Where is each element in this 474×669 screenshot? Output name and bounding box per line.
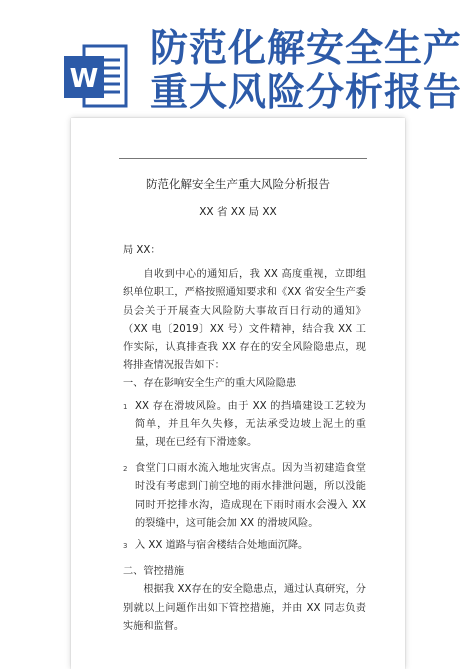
banner-title-line-1: 防范化解安全生产 bbox=[150, 26, 463, 70]
banner-title-line-2: 重大风险分析报告 bbox=[150, 70, 463, 114]
document-org: XX 省 XX 局 XX bbox=[199, 206, 277, 218]
list-item-number: 1 bbox=[123, 402, 128, 411]
list-item-text: 入 XX 道路与宿舍楼结合处地面沉降。 bbox=[135, 540, 309, 552]
document-title: 防范化解安全生产重大风险分析报告 bbox=[146, 177, 330, 191]
banner-title bbox=[150, 26, 465, 114]
section-1-heading: 一、存在影响安全生产的重大风险隐患 bbox=[123, 378, 297, 390]
intro-paragraph: 自收到中心的通知后，我 XX 高度重视，立即组织单位职工，严格按照通知要求和《XX 省安全生产委员会关于开展查大风险防大事故百日行动的通知》（XX 电〔2019〕XX 号）文件精神，结合我 XX 工作实际，认真排查我 XX 存在的安全风险隐患点，现将排查情况报告如下： bbox=[123, 269, 366, 372]
document-page bbox=[71, 118, 405, 669]
list-item-number: 3 bbox=[123, 542, 128, 551]
list-item-text: 食堂门口雨水流入地址灾害点。因为当初建造食堂时没有考虑到门前空地的雨水排泄问题，所以没能同时开挖排水沟，造成现在下雨时雨水会漫入 XX 的裂缝中，这可能会加 XX 的滑坡风险。 bbox=[135, 463, 366, 529]
list-item bbox=[123, 537, 366, 555]
salutation: 局 XX： bbox=[123, 245, 161, 256]
banner bbox=[0, 0, 474, 115]
document-body bbox=[123, 242, 366, 636]
list-item bbox=[123, 398, 366, 453]
closing-paragraph: 根据我 XX存在的安全隐患点，通过认真研究，分别就以上问题作出如下管控措施，并由 XX 同志负责实施和监督。 bbox=[123, 584, 366, 632]
list-item-text: XX 存在滑坡风险。由于 XX 的挡墙建设工艺较为简单，并且年久失修，无法承受边坡上泥土的重量，现在已经有下滑迹象。 bbox=[135, 400, 366, 449]
header-rule bbox=[119, 158, 367, 159]
section-2-heading: 二、管控措施 bbox=[123, 566, 185, 578]
word-document-icon bbox=[62, 40, 130, 112]
list-item bbox=[123, 460, 366, 533]
list-item-number: 2 bbox=[123, 465, 128, 474]
word-icon-letter: W bbox=[69, 64, 99, 94]
